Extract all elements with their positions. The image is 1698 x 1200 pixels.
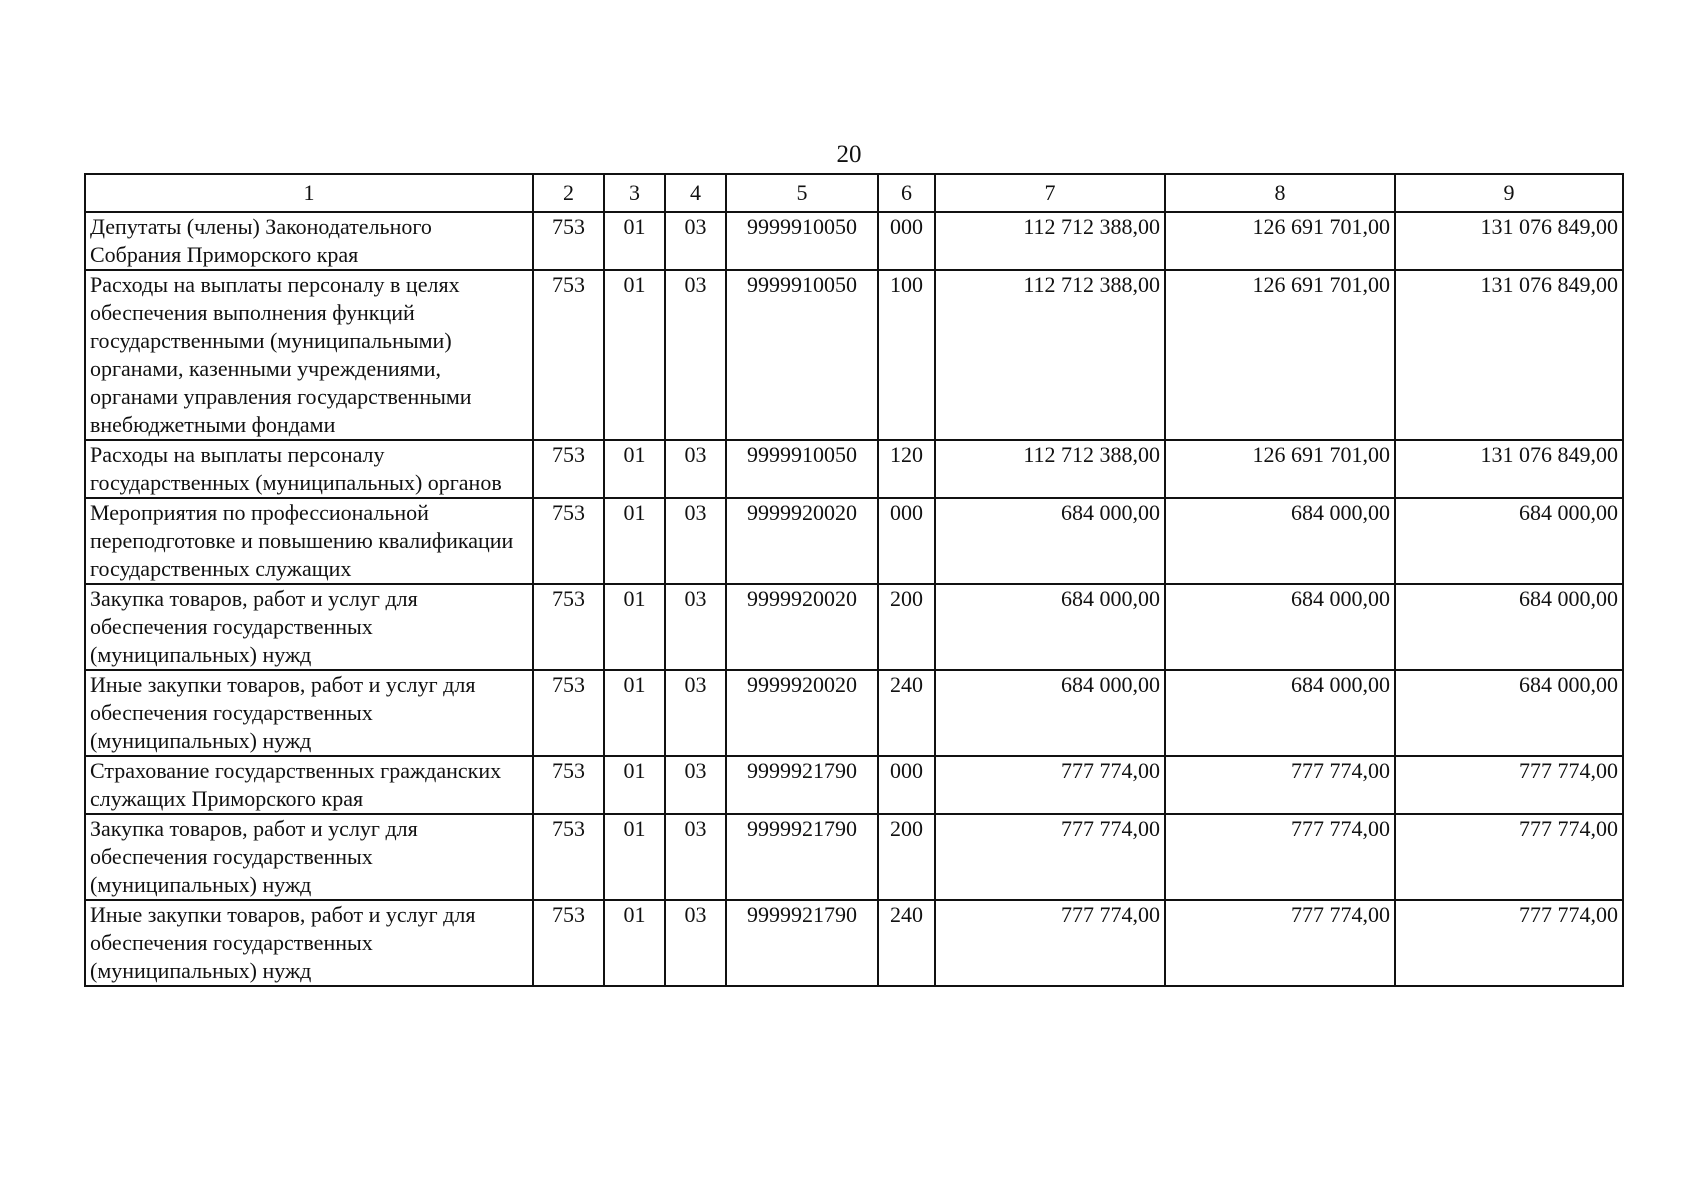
- amount-col-9: 777 774,00: [1395, 756, 1623, 814]
- table-row: [85, 212, 1623, 270]
- amount-col-9: 684 000,00: [1395, 670, 1623, 756]
- table-row: [85, 814, 1623, 900]
- amount-col-9: 131 076 849,00: [1395, 270, 1623, 440]
- amount-col-7: 777 774,00: [935, 756, 1165, 814]
- section-code: 01: [604, 670, 665, 756]
- subsection-code: 03: [665, 756, 726, 814]
- target-article-code: 9999921790: [726, 756, 878, 814]
- expense-name: Мероприятия по профессиональной переподготовке и повышению квалификации государственных служащих: [85, 498, 533, 584]
- expense-name: Закупка товаров, работ и услуг для обеспечения государственных (муниципальных) нужд: [85, 814, 533, 900]
- table-row: [85, 756, 1623, 814]
- target-article-code: 9999920020: [726, 498, 878, 584]
- ministry-code: 753: [533, 670, 604, 756]
- amount-col-8: 777 774,00: [1165, 814, 1395, 900]
- subsection-code: 03: [665, 440, 726, 498]
- expense-name: Иные закупки товаров, работ и услуг для обеспечения государственных (муниципальных) нужд: [85, 670, 533, 756]
- expense-type-code: 000: [878, 212, 935, 270]
- amount-col-8: 684 000,00: [1165, 584, 1395, 670]
- amount-col-7: 777 774,00: [935, 814, 1165, 900]
- expense-name: Иные закупки товаров, работ и услуг для обеспечения государственных (муниципальных) нужд: [85, 900, 533, 986]
- section-code: 01: [604, 440, 665, 498]
- amount-col-7: 777 774,00: [935, 900, 1165, 986]
- column-header-8: 8: [1165, 174, 1395, 212]
- amount-col-7: 112 712 388,00: [935, 440, 1165, 498]
- column-header-7: 7: [935, 174, 1165, 212]
- section-code: 01: [604, 756, 665, 814]
- amount-col-8: 126 691 701,00: [1165, 212, 1395, 270]
- subsection-code: 03: [665, 212, 726, 270]
- amount-col-7: 684 000,00: [935, 498, 1165, 584]
- amount-col-8: 777 774,00: [1165, 756, 1395, 814]
- expense-name: Закупка товаров, работ и услуг для обеспечения государственных (муниципальных) нужд: [85, 584, 533, 670]
- amount-col-8: 684 000,00: [1165, 670, 1395, 756]
- amount-col-9: 777 774,00: [1395, 814, 1623, 900]
- subsection-code: 03: [665, 900, 726, 986]
- budget-table: [84, 173, 1624, 987]
- ministry-code: 753: [533, 584, 604, 670]
- column-header-1: 1: [85, 174, 533, 212]
- section-code: 01: [604, 270, 665, 440]
- amount-col-7: 112 712 388,00: [935, 212, 1165, 270]
- amount-col-9: 684 000,00: [1395, 584, 1623, 670]
- amount-col-7: 684 000,00: [935, 670, 1165, 756]
- section-code: 01: [604, 498, 665, 584]
- table-row: [85, 440, 1623, 498]
- ministry-code: 753: [533, 900, 604, 986]
- table-row: [85, 498, 1623, 584]
- expense-type-code: 240: [878, 900, 935, 986]
- expense-type-code: 120: [878, 440, 935, 498]
- amount-col-7: 112 712 388,00: [935, 270, 1165, 440]
- section-code: 01: [604, 900, 665, 986]
- column-header-2: 2: [533, 174, 604, 212]
- target-article-code: 9999921790: [726, 900, 878, 986]
- expense-name: Расходы на выплаты персоналу в целях обеспечения выполнения функций государственными (муниципальными) органами, казенными учреждениями, органами управления государственными внебюджетными фондами: [85, 270, 533, 440]
- ministry-code: 753: [533, 814, 604, 900]
- target-article-code: 9999910050: [726, 212, 878, 270]
- expense-name: Депутаты (члены) Законодательного Собрания Приморского края: [85, 212, 533, 270]
- table-row: [85, 584, 1623, 670]
- expense-type-code: 000: [878, 498, 935, 584]
- subsection-code: 03: [665, 584, 726, 670]
- expense-type-code: 100: [878, 270, 935, 440]
- target-article-code: 9999920020: [726, 670, 878, 756]
- amount-col-8: 126 691 701,00: [1165, 440, 1395, 498]
- amount-col-8: 777 774,00: [1165, 900, 1395, 986]
- subsection-code: 03: [665, 270, 726, 440]
- ministry-code: 753: [533, 440, 604, 498]
- target-article-code: 9999910050: [726, 440, 878, 498]
- amount-col-9: 131 076 849,00: [1395, 440, 1623, 498]
- section-code: 01: [604, 584, 665, 670]
- section-code: 01: [604, 212, 665, 270]
- expense-name: Расходы на выплаты персоналу государственных (муниципальных) органов: [85, 440, 533, 498]
- section-code: 01: [604, 814, 665, 900]
- expense-type-code: 000: [878, 756, 935, 814]
- amount-col-8: 126 691 701,00: [1165, 270, 1395, 440]
- column-header-4: 4: [665, 174, 726, 212]
- column-header-6: 6: [878, 174, 935, 212]
- target-article-code: 9999921790: [726, 814, 878, 900]
- ministry-code: 753: [533, 756, 604, 814]
- expense-type-code: 200: [878, 814, 935, 900]
- expense-name: Страхование государственных гражданских служащих Приморского края: [85, 756, 533, 814]
- table-row: [85, 270, 1623, 440]
- target-article-code: 9999910050: [726, 270, 878, 440]
- column-number-row: [85, 174, 1623, 212]
- amount-col-7: 684 000,00: [935, 584, 1165, 670]
- column-header-5: 5: [726, 174, 878, 212]
- table-row: [85, 670, 1623, 756]
- target-article-code: 9999920020: [726, 584, 878, 670]
- subsection-code: 03: [665, 814, 726, 900]
- page-number: 20: [836, 141, 862, 168]
- expense-type-code: 240: [878, 670, 935, 756]
- amount-col-9: 777 774,00: [1395, 900, 1623, 986]
- table-row: [85, 900, 1623, 986]
- amount-col-9: 131 076 849,00: [1395, 212, 1623, 270]
- ministry-code: 753: [533, 212, 604, 270]
- expense-type-code: 200: [878, 584, 935, 670]
- amount-col-9: 684 000,00: [1395, 498, 1623, 584]
- ministry-code: 753: [533, 498, 604, 584]
- subsection-code: 03: [665, 498, 726, 584]
- column-header-3: 3: [604, 174, 665, 212]
- column-header-9: 9: [1395, 174, 1623, 212]
- amount-col-8: 684 000,00: [1165, 498, 1395, 584]
- subsection-code: 03: [665, 670, 726, 756]
- ministry-code: 753: [533, 270, 604, 440]
